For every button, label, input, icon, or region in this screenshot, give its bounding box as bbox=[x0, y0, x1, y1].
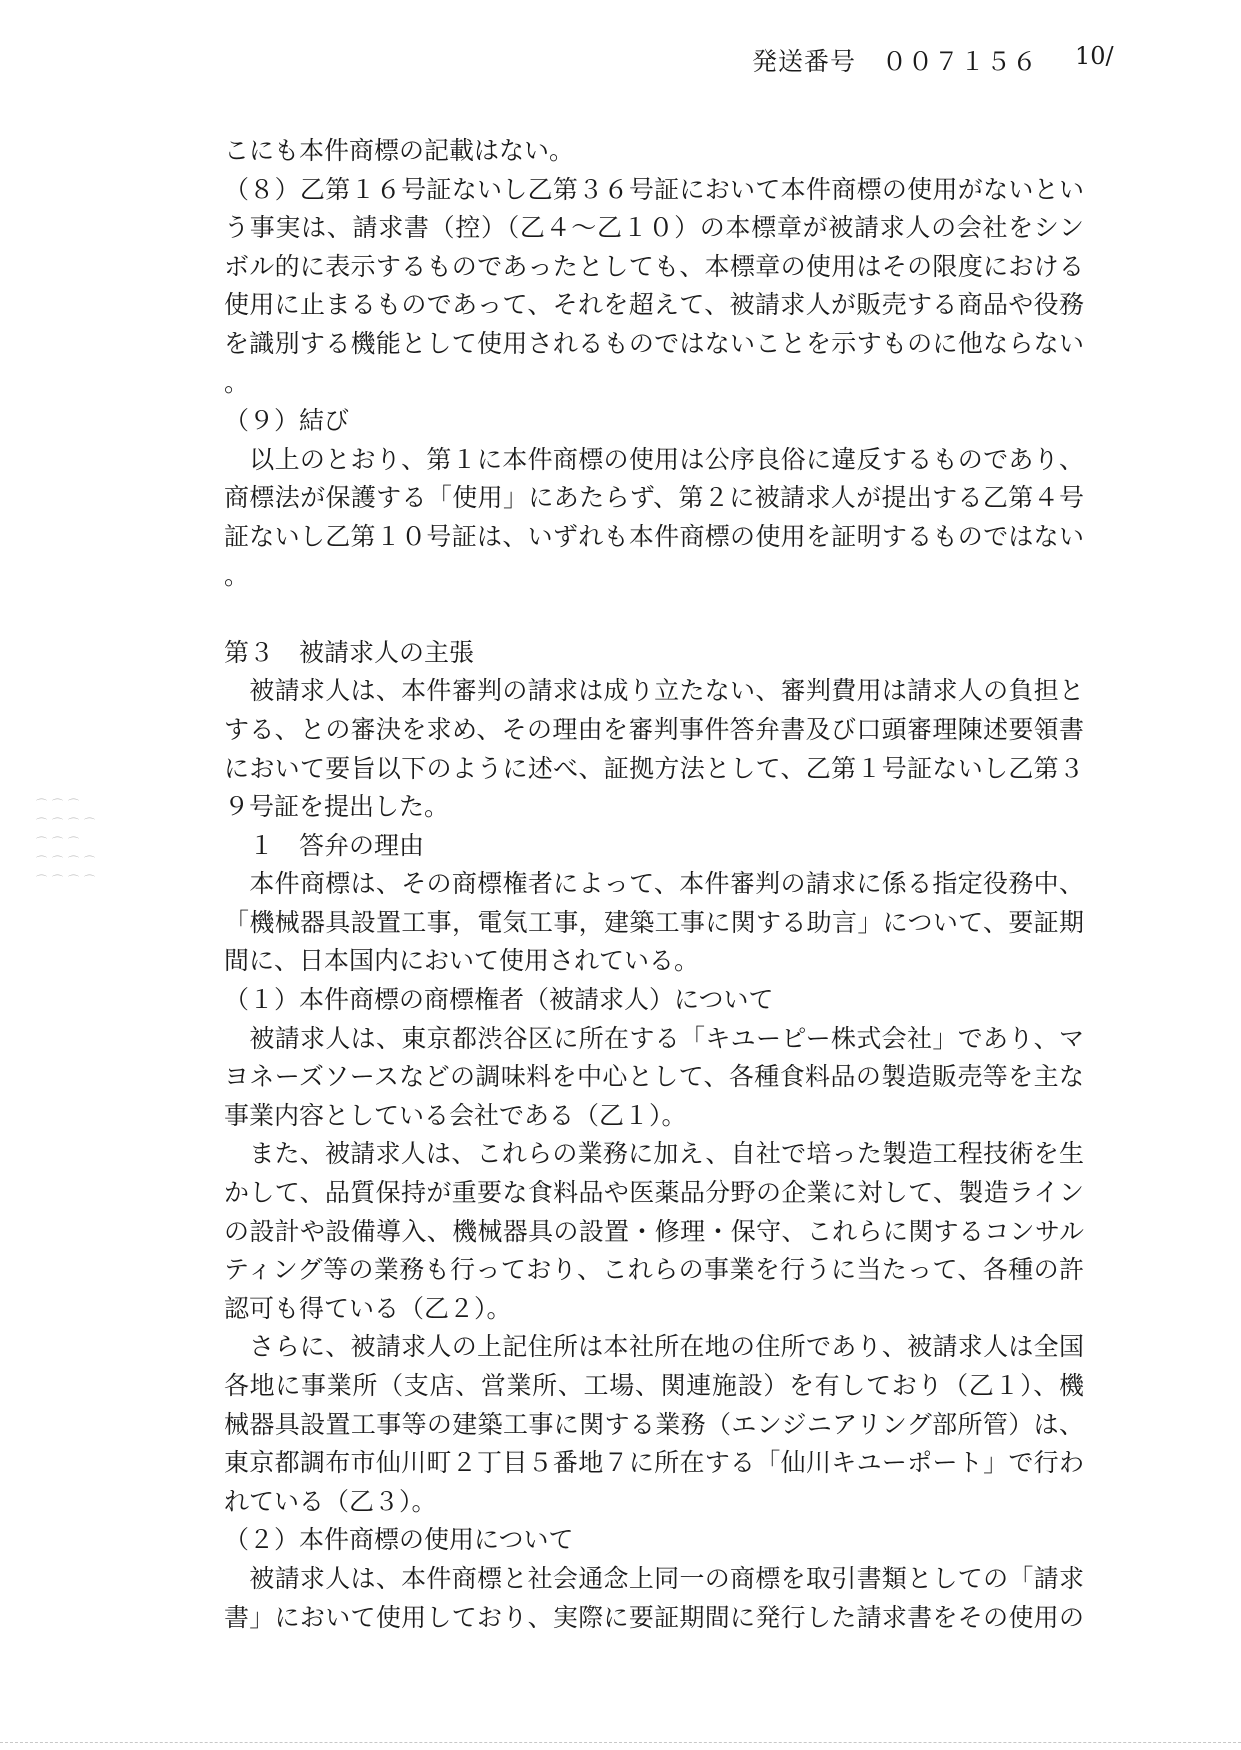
text-line: 。 bbox=[224, 367, 250, 397]
text-line: （８）乙第１６号証ないし乙第３６号証において本件商標の使用がないとい bbox=[224, 174, 1084, 204]
scan-bottom-edge bbox=[0, 1742, 1241, 1743]
text-line: 使用に止まるものであって、それを超えて、被請求人が販売する商品や役務 bbox=[224, 290, 1084, 320]
text-line: さらに、被請求人の上記住所は本社所在地の住所であり、被請求人は全国 bbox=[224, 1332, 1084, 1362]
text-line: 械器具設置工事等の建築工事に関する業務（エンジニアリング部所管）は、 bbox=[224, 1409, 1084, 1439]
dispatch-number: 発送番号 ００７１５６ bbox=[752, 47, 1039, 76]
text-line: 被請求人は、東京都渋谷区に所在する「キユーピー株式会社」であり、マ bbox=[224, 1023, 1084, 1053]
text-line: の設計や設備導入、機械器具の設置・修理・保守、これらに関するコンサル bbox=[224, 1216, 1084, 1246]
text-line: こにも本件商標の記載はない。 bbox=[224, 136, 575, 165]
scan-artifact-marks: ⌒⌒⌒ ⌒⌒⌒⌒ ⌒⌒⌒ ⌒⌒⌒⌒ ⌒⌒⌒⌒ bbox=[36, 798, 100, 887]
page-number: 10/ bbox=[1075, 42, 1114, 70]
text-line: ヨネーズソースなどの調味料を中心として、各種食料品の製造販売等を主な bbox=[224, 1062, 1084, 1092]
text-line: 事業内容としている会社である（乙１）。 bbox=[224, 1100, 687, 1130]
text-line: ９号証を提出した。 bbox=[224, 792, 450, 822]
text-line: う事実は、請求書（控）（乙４～乙１０）の本標章が被請求人の会社をシン bbox=[224, 213, 1084, 243]
text-line: （１）本件商標の商標権者（被請求人）について bbox=[224, 985, 774, 1015]
text-line: 東京都調布市仙川町２丁目５番地７に所在する「仙川キユーポート」で行わ bbox=[224, 1448, 1084, 1478]
text-line: を識別する機能として使用されるものではないことを示すものに他ならない bbox=[224, 328, 1084, 358]
document-body bbox=[224, 132, 1084, 1637]
text-line: れている（乙３）。 bbox=[224, 1486, 437, 1516]
text-line: 間に、日本国内において使用されている。 bbox=[224, 946, 700, 976]
text-line: ボル的に表示するものであったとしても、本標章の使用はその限度における bbox=[224, 251, 1084, 281]
text-line: 以上のとおり、第１に本件商標の使用は公序良俗に違反するものであり、 bbox=[224, 444, 1084, 474]
text-line: において要旨以下のように述べ、証拠方法として、乙第１号証ないし乙第３ bbox=[224, 753, 1084, 783]
text-line: 商標法が保護する「使用」にあたらず、第２に被請求人が提出する乙第４号 bbox=[224, 483, 1084, 513]
text-line: 各地に事業所（支店、営業所、工場、関連施設）を有しており（乙１）、機 bbox=[224, 1371, 1084, 1400]
text-line: する、との審決を求め、その理由を審判事件答弁書及び口頭審理陳述要領書 bbox=[224, 714, 1084, 744]
text-line: 書」において使用しており、実際に要証期間に発行した請求書をその使用の bbox=[224, 1602, 1084, 1632]
text-line: 被請求人は、本件審判の請求は成り立たない、審判費用は請求人の負担と bbox=[224, 676, 1084, 706]
text-line: （２）本件商標の使用について bbox=[224, 1525, 574, 1555]
text-line: 本件商標は、その商標権者によって、本件審判の請求に係る指定役務中、 bbox=[224, 869, 1084, 899]
text-line: 証ないし乙第１０号証は、いずれも本件商標の使用を証明するものではない bbox=[224, 521, 1084, 551]
text-line: ティング等の業務も行っており、これらの事業を行うに当たって、各種の許 bbox=[224, 1255, 1084, 1285]
text-line: 第３ 被請求人の主張 bbox=[224, 637, 475, 667]
text-line: （９）結び bbox=[224, 406, 350, 436]
blank-line bbox=[224, 595, 1084, 634]
text-line: また、被請求人は、これらの業務に加え、自社で培った製造工程技術を生 bbox=[224, 1139, 1084, 1169]
text-line: 認可も得ている（乙２）。 bbox=[224, 1293, 512, 1323]
text-line: かして、品質保持が重要な食料品や医薬品分野の企業に対して、製造ライン bbox=[224, 1178, 1084, 1208]
text-line: 。 bbox=[224, 560, 250, 590]
text-line: 被請求人は、本件商標と社会通念上同一の商標を取引書類としての「請求 bbox=[224, 1563, 1084, 1593]
text-line: 「機械器具設置工事，電気工事，建築工事に関する助言」について、要証期 bbox=[224, 907, 1084, 937]
text-line: １ 答弁の理由 bbox=[224, 830, 425, 860]
